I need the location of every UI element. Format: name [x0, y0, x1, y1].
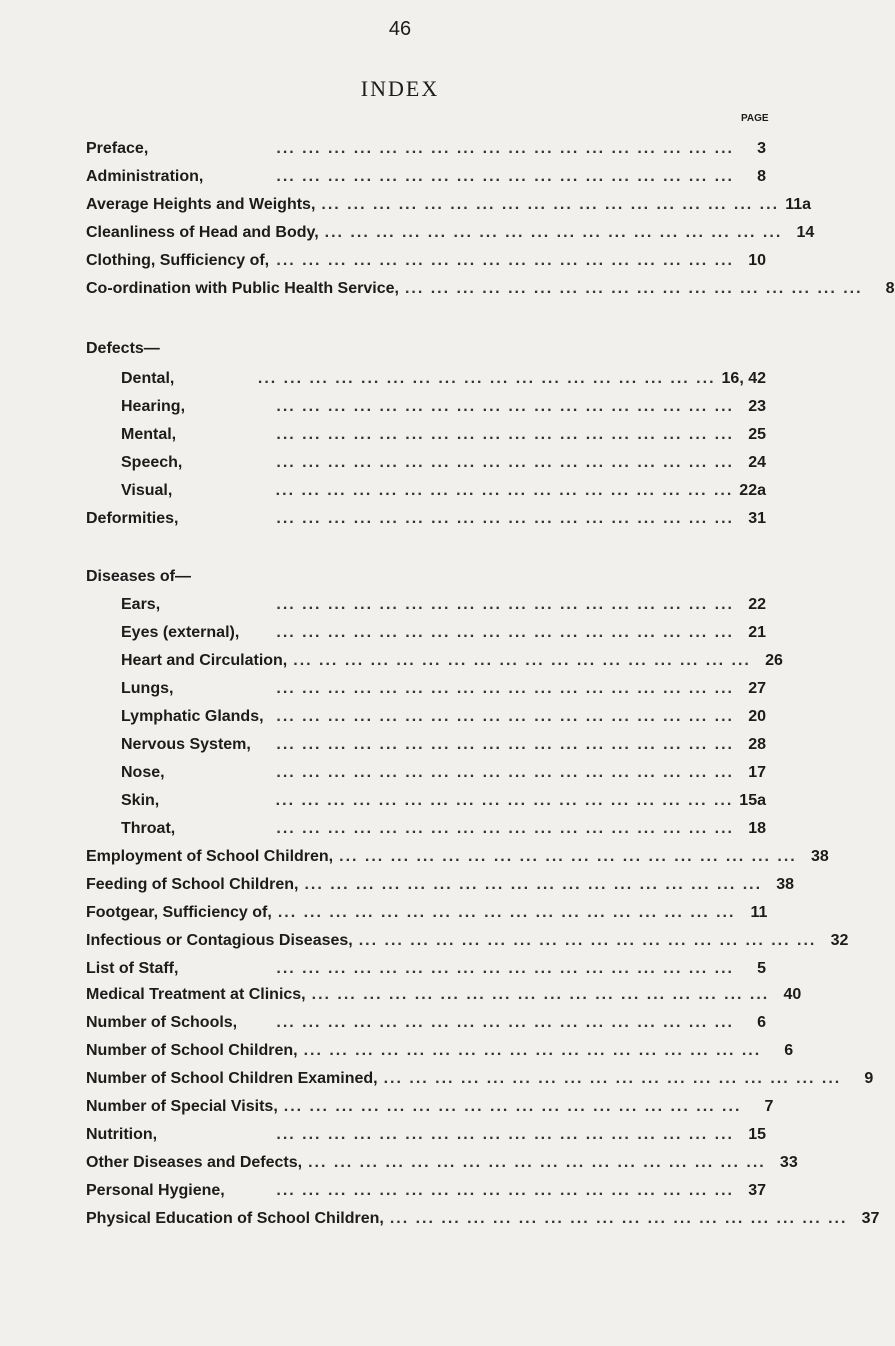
dot-leader: ... ... ... ... ... ... ... ... ... ... ... ... ... ... ... ... ... ...: [276, 454, 734, 471]
dot-leader: ... ... ... ... ... ... ... ... ... ... ... ... ... ... ... ... ... ...: [276, 1126, 734, 1143]
index-subentry: [121, 624, 766, 650]
index-subentry: [121, 370, 766, 396]
dot-leader: ... ... ... ... ... ... ... ... ... ... ... ... ... ... ... ... ... ...: [276, 596, 734, 613]
dot-leader: ... ... ... ... ... ... ... ... ... ... ... ... ... ... ... ... ... ...: [275, 482, 734, 499]
dot-leader: ... ... ... ... ... ... ... ... ... ... ... ... ... ... ... ... ... ...: [276, 140, 734, 157]
page-title: INDEX: [360, 76, 440, 101]
dot-leader: ... ... ... ... ... ... ... ... ... ... ... ... ... ... ... ... ... ...: [276, 252, 734, 269]
entry-page: 5: [757, 960, 766, 977]
entry-label: Number of School Children Examined,: [86, 1070, 378, 1087]
entry-page: 31: [748, 510, 766, 527]
dot-leader: ... ... ... ... ... ... ... ... ... ... ... ... ... ... ... ... ... ...: [276, 960, 734, 977]
entry-label: Footgear, Sufficiency of,: [86, 904, 272, 921]
entry-label: Hearing,: [121, 398, 186, 415]
index-subentry: [121, 482, 766, 508]
entry-page: 27: [748, 680, 766, 697]
dot-leader: ... ... ... ... ... ... ... ... ... ... ... ... ... ... ... ... ... ...: [304, 876, 763, 893]
index-entry: [86, 932, 849, 958]
entry-page: 17: [748, 764, 766, 781]
entry-page: 16, 42: [721, 370, 766, 387]
dot-leader: ... ... ... ... ... ... ... ... ... ... ... ... ... ... ... ... ... ...: [275, 792, 734, 809]
entry-page: 3: [757, 140, 766, 157]
index-subentry: [121, 454, 766, 480]
entry-page: 15a: [739, 792, 766, 809]
index-entry: [86, 1182, 766, 1208]
entry-label: List of Staff,: [86, 960, 179, 977]
index-entry: [86, 168, 766, 194]
entry-page: 10: [748, 252, 766, 269]
index-entry: [86, 252, 766, 278]
entry-page: 11: [750, 904, 768, 921]
entry-page: 26: [765, 652, 783, 669]
entry-label: Number of Schools,: [86, 1014, 238, 1031]
dot-leader: ... ... ... ... ... ... ... ... ... ... ... ... ... ... ... ... ... ...: [276, 708, 734, 725]
entry-label: Cleanliness of Head and Body,: [86, 224, 319, 241]
index-subentry: [121, 764, 766, 790]
entry-page: 37: [748, 1182, 766, 1199]
entry-label: Feeding of School Children,: [86, 876, 299, 893]
entry-label: Lungs,: [121, 680, 174, 697]
entry-page: 25: [748, 426, 766, 443]
entry-page: 28: [748, 736, 766, 753]
dot-leader: ... ... ... ... ... ... ... ... ... ... ... ... ... ... ... ... ... ...: [303, 1042, 762, 1059]
index-entry: [86, 280, 895, 306]
index-entry: [86, 1070, 874, 1096]
entry-label: Medical Treatment at Clinics,: [86, 986, 306, 1003]
dot-leader: ... ... ... ... ... ... ... ... ... ... ... ... ... ... ... ... ... ...: [276, 764, 734, 781]
dot-leader: ... ... ... ... ... ... ... ... ... ... ... ... ... ... ... ... ... ...: [276, 624, 734, 641]
index-subentry: [121, 792, 766, 818]
dot-leader: ... ... ... ... ... ... ... ... ... ... ... ... ... ... ... ... ... ...: [276, 510, 734, 527]
index-subentry: [121, 708, 766, 734]
entry-label: Co-ordination with Public Health Service,: [86, 280, 399, 297]
dot-leader: ... ... ... ... ... ... ... ... ... ... ... ... ... ... ... ... ... ...: [283, 1098, 742, 1115]
entry-label: Employment of School Children,: [86, 848, 334, 865]
dot-leader: ... ... ... ... ... ... ... ... ... ... ... ... ... ... ... ... ... ...: [293, 652, 751, 669]
entry-label: Mental,: [121, 426, 177, 443]
page-number: 46: [388, 18, 412, 40]
index-subentry: [121, 820, 766, 846]
entry-page: 7: [764, 1098, 774, 1115]
dot-leader: ... ... ... ... ... ... ... ... ... ... ... ... ... ... ... ... ... ...: [257, 370, 716, 387]
entry-page: 40: [783, 986, 802, 1003]
entry-label: Dental,: [121, 370, 175, 387]
index-entry: [86, 140, 766, 166]
index-entry: [86, 1210, 880, 1236]
entry-page: 6: [757, 1014, 766, 1031]
entry-label: Visual,: [121, 482, 173, 499]
dot-leader: ... ... ... ... ... ... ... ... ... ... ... ... ... ... ... ... ... ...: [276, 398, 734, 415]
index-subentry: [121, 596, 766, 622]
dot-leader: ... ... ... ... ... ... ... ... ... ... ... ... ... ... ... ... ... ...: [358, 932, 817, 949]
entry-label: Eyes (external),: [121, 624, 240, 641]
entry-label: Other Diseases and Defects,: [86, 1154, 303, 1171]
index-entry: [86, 1014, 766, 1040]
entry-page: 9: [864, 1070, 874, 1087]
index-entry: [86, 1154, 798, 1180]
entry-page: 6: [784, 1042, 794, 1059]
entry-label: Speech,: [121, 454, 183, 471]
section-heading-diseases: Diseases of—: [86, 568, 191, 585]
index-entry: [86, 876, 795, 902]
dot-leader: ... ... ... ... ... ... ... ... ... ... ... ... ... ... ... ... ... ...: [383, 1070, 842, 1087]
entry-label: Physical Education of School Children,: [86, 1210, 384, 1227]
dot-leader: ... ... ... ... ... ... ... ... ... ... ... ... ... ... ... ... ... ...: [389, 1210, 848, 1227]
index-entry: [86, 1126, 766, 1152]
entry-label: Heart and Circulation,: [121, 652, 288, 669]
entry-label: Nutrition,: [86, 1126, 158, 1143]
entry-label: Clothing, Sufficiency of,: [86, 252, 270, 269]
entry-label: Average Heights and Weights,: [86, 196, 316, 213]
entry-label: Infectious or Contagious Diseases,: [86, 932, 353, 949]
entry-label: Ears,: [121, 596, 161, 613]
entry-label: Lymphatic Glands,: [121, 708, 264, 725]
index-entry: [86, 960, 766, 986]
entry-page: 14: [796, 224, 815, 241]
index-entry: [86, 224, 815, 250]
index-entry: [86, 986, 802, 1012]
entry-page: 33: [779, 1154, 798, 1171]
section-heading-defects: Defects—: [86, 340, 160, 357]
dot-leader: ... ... ... ... ... ... ... ... ... ... ... ... ... ... ... ... ... ...: [321, 196, 780, 213]
entry-label: Number of Special Visits,: [86, 1098, 278, 1115]
entry-page: 38: [776, 876, 795, 893]
index-entry: [86, 196, 812, 222]
entry-page: 21: [748, 624, 766, 641]
page-column-header: PAGE: [741, 113, 769, 124]
entry-page: 22: [748, 596, 766, 613]
entry-page: 32: [830, 932, 849, 949]
dot-leader: ... ... ... ... ... ... ... ... ... ... ... ... ... ... ... ... ... ...: [276, 426, 734, 443]
entry-label: Preface,: [86, 140, 149, 157]
dot-leader: ... ... ... ... ... ... ... ... ... ... ... ... ... ... ... ... ... ...: [277, 904, 736, 921]
entry-page: 37: [861, 1210, 880, 1227]
index-subentry: [121, 736, 766, 762]
dot-leader: ... ... ... ... ... ... ... ... ... ... ... ... ... ... ... ... ... ...: [324, 224, 783, 241]
dot-leader: ... ... ... ... ... ... ... ... ... ... ... ... ... ... ... ... ... ...: [276, 1014, 734, 1031]
entry-label: Deformities,: [86, 510, 179, 527]
entry-page: 8: [885, 280, 895, 297]
entry-page: 23: [748, 398, 766, 415]
entry-label: Skin,: [121, 792, 160, 809]
index-subentry: [121, 652, 783, 678]
dot-leader: ... ... ... ... ... ... ... ... ... ... ... ... ... ... ... ... ... ...: [308, 1154, 766, 1171]
index-entry: [86, 904, 766, 930]
entry-label: Nervous System,: [121, 736, 251, 753]
entry-label: Throat,: [121, 820, 176, 837]
entry-page: 24: [748, 454, 766, 471]
index-subentry: [121, 426, 766, 452]
dot-leader: ... ... ... ... ... ... ... ... ... ... ... ... ... ... ... ... ... ...: [276, 820, 734, 837]
index-subentry: [121, 398, 766, 424]
entry-page: 20: [748, 708, 766, 725]
dot-leader: ... ... ... ... ... ... ... ... ... ... ... ... ... ... ... ... ... ...: [276, 736, 734, 753]
entry-page: 18: [748, 820, 766, 837]
dot-leader: ... ... ... ... ... ... ... ... ... ... ... ... ... ... ... ... ... ...: [339, 848, 797, 865]
entry-label: Nose,: [121, 764, 165, 781]
entry-page: 15: [748, 1126, 766, 1143]
index-entry: [86, 848, 829, 874]
index-entry: [86, 1042, 794, 1068]
dot-leader: ... ... ... ... ... ... ... ... ... ... ... ... ... ... ... ... ... ...: [276, 680, 734, 697]
entry-label: Personal Hygiene,: [86, 1182, 225, 1199]
dot-leader: ... ... ... ... ... ... ... ... ... ... ... ... ... ... ... ... ... ...: [311, 986, 770, 1003]
dot-leader: ... ... ... ... ... ... ... ... ... ... ... ... ... ... ... ... ... ...: [404, 280, 863, 297]
entry-page: 11a: [785, 196, 812, 213]
index-entry: [86, 1098, 774, 1124]
entry-page: 8: [757, 168, 766, 185]
entry-page: 22a: [739, 482, 766, 499]
index-subentry: [121, 680, 766, 706]
index-entry: [86, 510, 766, 536]
dot-leader: ... ... ... ... ... ... ... ... ... ... ... ... ... ... ... ... ... ...: [276, 168, 734, 185]
entry-page: 38: [810, 848, 829, 865]
dot-leader: ... ... ... ... ... ... ... ... ... ... ... ... ... ... ... ... ... ...: [276, 1182, 734, 1199]
entry-label: Administration,: [86, 168, 204, 185]
entry-label: Number of School Children,: [86, 1042, 298, 1059]
